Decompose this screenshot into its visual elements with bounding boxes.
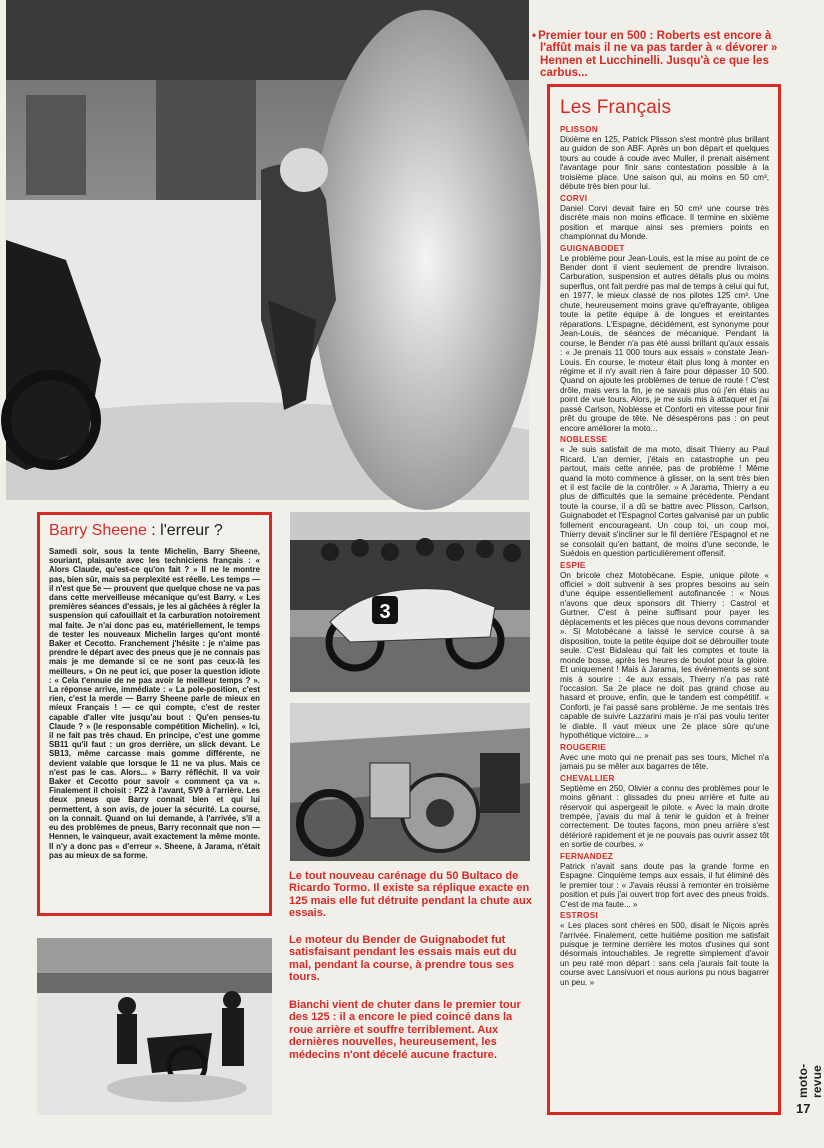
fairing-number: 3 [379,601,391,623]
barry-sheene-text: Samedi soir, sous la tente Michelin, Barry Sheene, souriant, plaisante avec les techniciens français : « Alors Claude, qu'est-ce qu'on fait ? » Il ne le montre pas, bien sûr, mais sa perplexité est réelle. Les temps — il n'est que 5e — prouvent que quelque chose ne va pas dans cette merveilleuse mécanique qu'est Barry. « Les premières séances d'essais, je les ai gâchées à régler la suspension qui cafouillait et la carburation notoirement mal faite. Je n'ai donc pas eu, matériellement, le temps de tester les nouveaux Michelin larges qu'ont monté Baker et Cecotto. Franchement j'hésite : je n'aime pas prendre le départ avec des pneus que je ne connais pas mais je me demande si ce ne sont pas ceux-là les meilleurs. » On ne peut ici, que poser la question idiote : « Cela t'ennuie de ne pas avoir le meilleur temps ? ». La réponse arrive, immédiate : « La pole-position, c'est rien, c'est la merde — Barry Sheene parle de mieux en mieux Français ! — ce qui compte, c'est de rester capable d'aller vite jusqu'au bout : Qu'en penses-tu Claude ? » (le responsable compétition Michelin). « Ici, il ne fait pas très chaud. En principe, c'est une gomme SB11 qu'il faut : un gros derrière, un slick devant. Le SB13, même carcasse mais gomme différente, ne devient valable que lorsque le 11 ne va plus. Mais ce n'est pas le cas. Alors... » Barry réfléchit. Il va voir Baker et Cecotto pour savoir « comment ça va ». Finalement il choisit : PZ2 à l'avant, SV9 à l'arrière. Les deux pneus que Barry connait bien et qui lui permettent, à son avis, de jouer la sécurité. La course, on la connait. Quand on lui demande, à l'arrivée, s'il a eu des problèmes de pneus, Barry reconnait que non — Hennen, le vainqueur, avait exactement la même monte. Il n'y a donc pas « d'erreur ». Sheene, à Jarama, n'était pas au mieux de sa forme. [49,547,260,860]
section-text: « Je suis satisfait de ma moto, disait Thierry au Paul Ricard. L'an dernier, j'étais en catastrophe un peu partout, mais cette année, pas de problème ! Même quand la moto commence à glisser, on la sent très bien et il est facile de la contrôler. » A Jarama, Thierry a eu plus de difficultés que la semaine précédente. Pendant toute la course, il a dû se battre avec Plisson, Carlson, Guignabodet et l'Espagnol Cortes galvanisé par un public follement encourageant. Un coup toi, un coup moi, Thierry devait s'incliner sur le fil derrière l'Espagnol et ne se consolait qu'en battant, de moins d'une seconde, le Suédois en question particulièrement offensif. [560,445,769,559]
section-text: Le problème pour Jean-Louis, est la mise au point de ce Bender dont il vient seulement de prendre livraison. Carburation, suspension et autres détails plus ou moins superflus, ont fait perdre pas mal de temps à celui qui fut, en 1977, le mieux classé de nos pilotes 125 cm³. Une chute, heureusement moins grave qu'effrayante, obligea toute la petite équipe à de longues et ereintantes réparations. L'Espagne, décidément, est synonyme pour Jean-Louis, de séances de mécanique. Pendant la course, le Bender n'a pas été aussi brillant qu'aux essais : « Je prenais 11 000 tours aux essais » constate Jean-Louis. En course, le moteur était plus long à monter en régime et il n'y avait rien à faire pour dépasser 10 500. Quand on ajoute les problèmes de tenue de route ! C'est drôle, mais vers la fin, je ne savais plus où j'en étais au point de vue tours. Alors, je me suis mis à attaquer et j'ai passé Carlson, Noblesse et Conforti en vitesse pour finir prêt du groupe de tête. Ne désespérons pas : on peut encore améliorer la moto... [560,253,769,433]
top-photo-caption: • Premier tour en 500 : Roberts est encore à l'affût mais il ne va pas tarder à « dévorer » Hennen et Lucchinelli. Jusqu'à ce que les carbus... [532,28,778,80]
section-title: ROUGERIE [560,742,607,752]
barry-sheene-box [37,512,272,916]
caption-bianchi: Bianchi vient de chuter dans le premier tour des 125 : il a encore le pied coincé dans la roue arrière et souffre terriblement. Aux dernières nouvelles, heureusement, les médecins n'ont décelé aucune fracture. [289,999,521,1061]
les-francais-box [547,84,781,1115]
barry-sheene-title: Barry Sheene : l'erreur ? [49,522,223,539]
section-title: GUIGNABODET [560,243,625,253]
section-text: Septième en 250, Olivier a connu des problèmes pour le moins gênant : glissades du pneu arrière et fuite au réservoir qui aspergeait le pilote. « Avec la main droite trempée, j'avais du mal à tenir le guidon et à freiner correctement. De toutes façons, mon pneu arrière s'est détérioré rapidement et je ne pouvais pas ouvrir assez tôt en sortie de courbes. » [560,783,769,850]
section-fernandez [560,852,769,909]
caption-bultaco: Le tout nouveau carénage du 50 Bultaco de Ricardo Tormo. Il existe sa réplique exacte en 125 mais elle fut détruite pendant la chute aux essais. [289,870,532,920]
section-title: FERNANDEZ [560,851,614,861]
bultaco-fairing-photo [290,512,530,692]
section-title: CHEVALLIER [560,773,615,783]
section-title: NOBLESSE [560,435,608,445]
section-espie [560,561,769,741]
section-estrosi [560,911,769,987]
section-chevallier [560,774,769,850]
section-title: ESTROSI [560,911,599,921]
section-rougerie [560,743,769,772]
section-noblesse [560,435,769,558]
section-guignabodet [560,244,769,434]
section-corvi [560,194,769,242]
section-text: On bricole chez Motobécane. Espie, unique pilote « officiel » doit subvenir à ses propres besoins au sein d'une équipe essentiellement autofinancée : « Nous n'avons que deux sponsors dit Thierry : Castrol et Gurtner. C'est à peine suffisant pour payer les déplacements et les pièces que nous devons commander ». Si Motobécane a laissé le service course à sa disposition, toute la petite équipe doit se débrouiller toute seule. C'est Bidaleau qui fait les comptes et toute la monde bosse, après les heures de boulot pour la gloire. Et uniquement ! Mais à Jarama, les évènements se sont mis à sourire : 4e aux essais, Thierry n'a pas raté l'occasion. Sa 2e place ne doit pas grand chose au hasard et prouve, enfin, que le tandem est compétitif. « Conforti, je l'ai passé sans problème. Je me sentais très capable de suivre Lazzarini mais je n'ai pas voulu tenter le diable. Il vaut mieux une 2e place sûre qu'une hypothétique victoire... » [560,570,769,741]
caption-bender: Le moteur du Bender de Guignabodet fut satisfaisant pendant les essais mais eut du mal, pendant la course, à prendre tous ses tours. [289,934,517,984]
section-text: Daniel Corvi devait faire en 50 cm³ une course très discrète mais non moins efficace. Il termine en sixième position et marque ainsi ses premiers points en championnat du Monde. [560,203,769,242]
les-francais-title: Les Français [560,97,672,118]
section-text: Patrick n'avait sans doute pas la grande forme en Espagne. Cinquième temps aux essais, il fut éliminé dès le premier tour : « J'avais réussi à remonter en troisième position et puis j'ai ouvert trop fort avec des pneus froids. C'est de ma faute... » [560,861,769,909]
magazine-name: moto-revue [796,1063,824,1098]
section-text: Dixième en 125, Patrick Plisson s'est montré plus brillant au guidon de son ABF. Après un bon départ et quelques tours au coude à coude avec Muller, il prenait aisément l'avantage pour finir sans contestation possible à la troisième place. Une saison qui, au moins en 50 cm³, débute très bien pour lui. [560,135,769,192]
bender-engine-photo [290,703,530,861]
page-number: 17 [796,1101,811,1116]
section-text: « Les places sont chères en 500, disait le Niçois après l'arrivée. Finalement, cette huitième position me satisfait puisque je termine derrière les motos d'usines qui sont désormais intouchables. Je regrette simplement d'avoir un peu raté mon départ : sans cela j'aurais fait toute la course avec Lansivuori et nous aurions pu nous bagarrer un peu. » [560,921,769,987]
section-title: PLISSON [560,125,599,134]
race-track-photo [6,0,529,500]
section-plisson [560,125,769,192]
bianchi-crash-photo [37,938,272,1115]
section-title: CORVI [560,193,588,203]
section-title: ESPIE [560,560,586,570]
section-text: Avec une moto qui ne prenait pas ses tours, Michel n'a jamais pu se mêler aux bagarres de tête. [560,752,769,772]
